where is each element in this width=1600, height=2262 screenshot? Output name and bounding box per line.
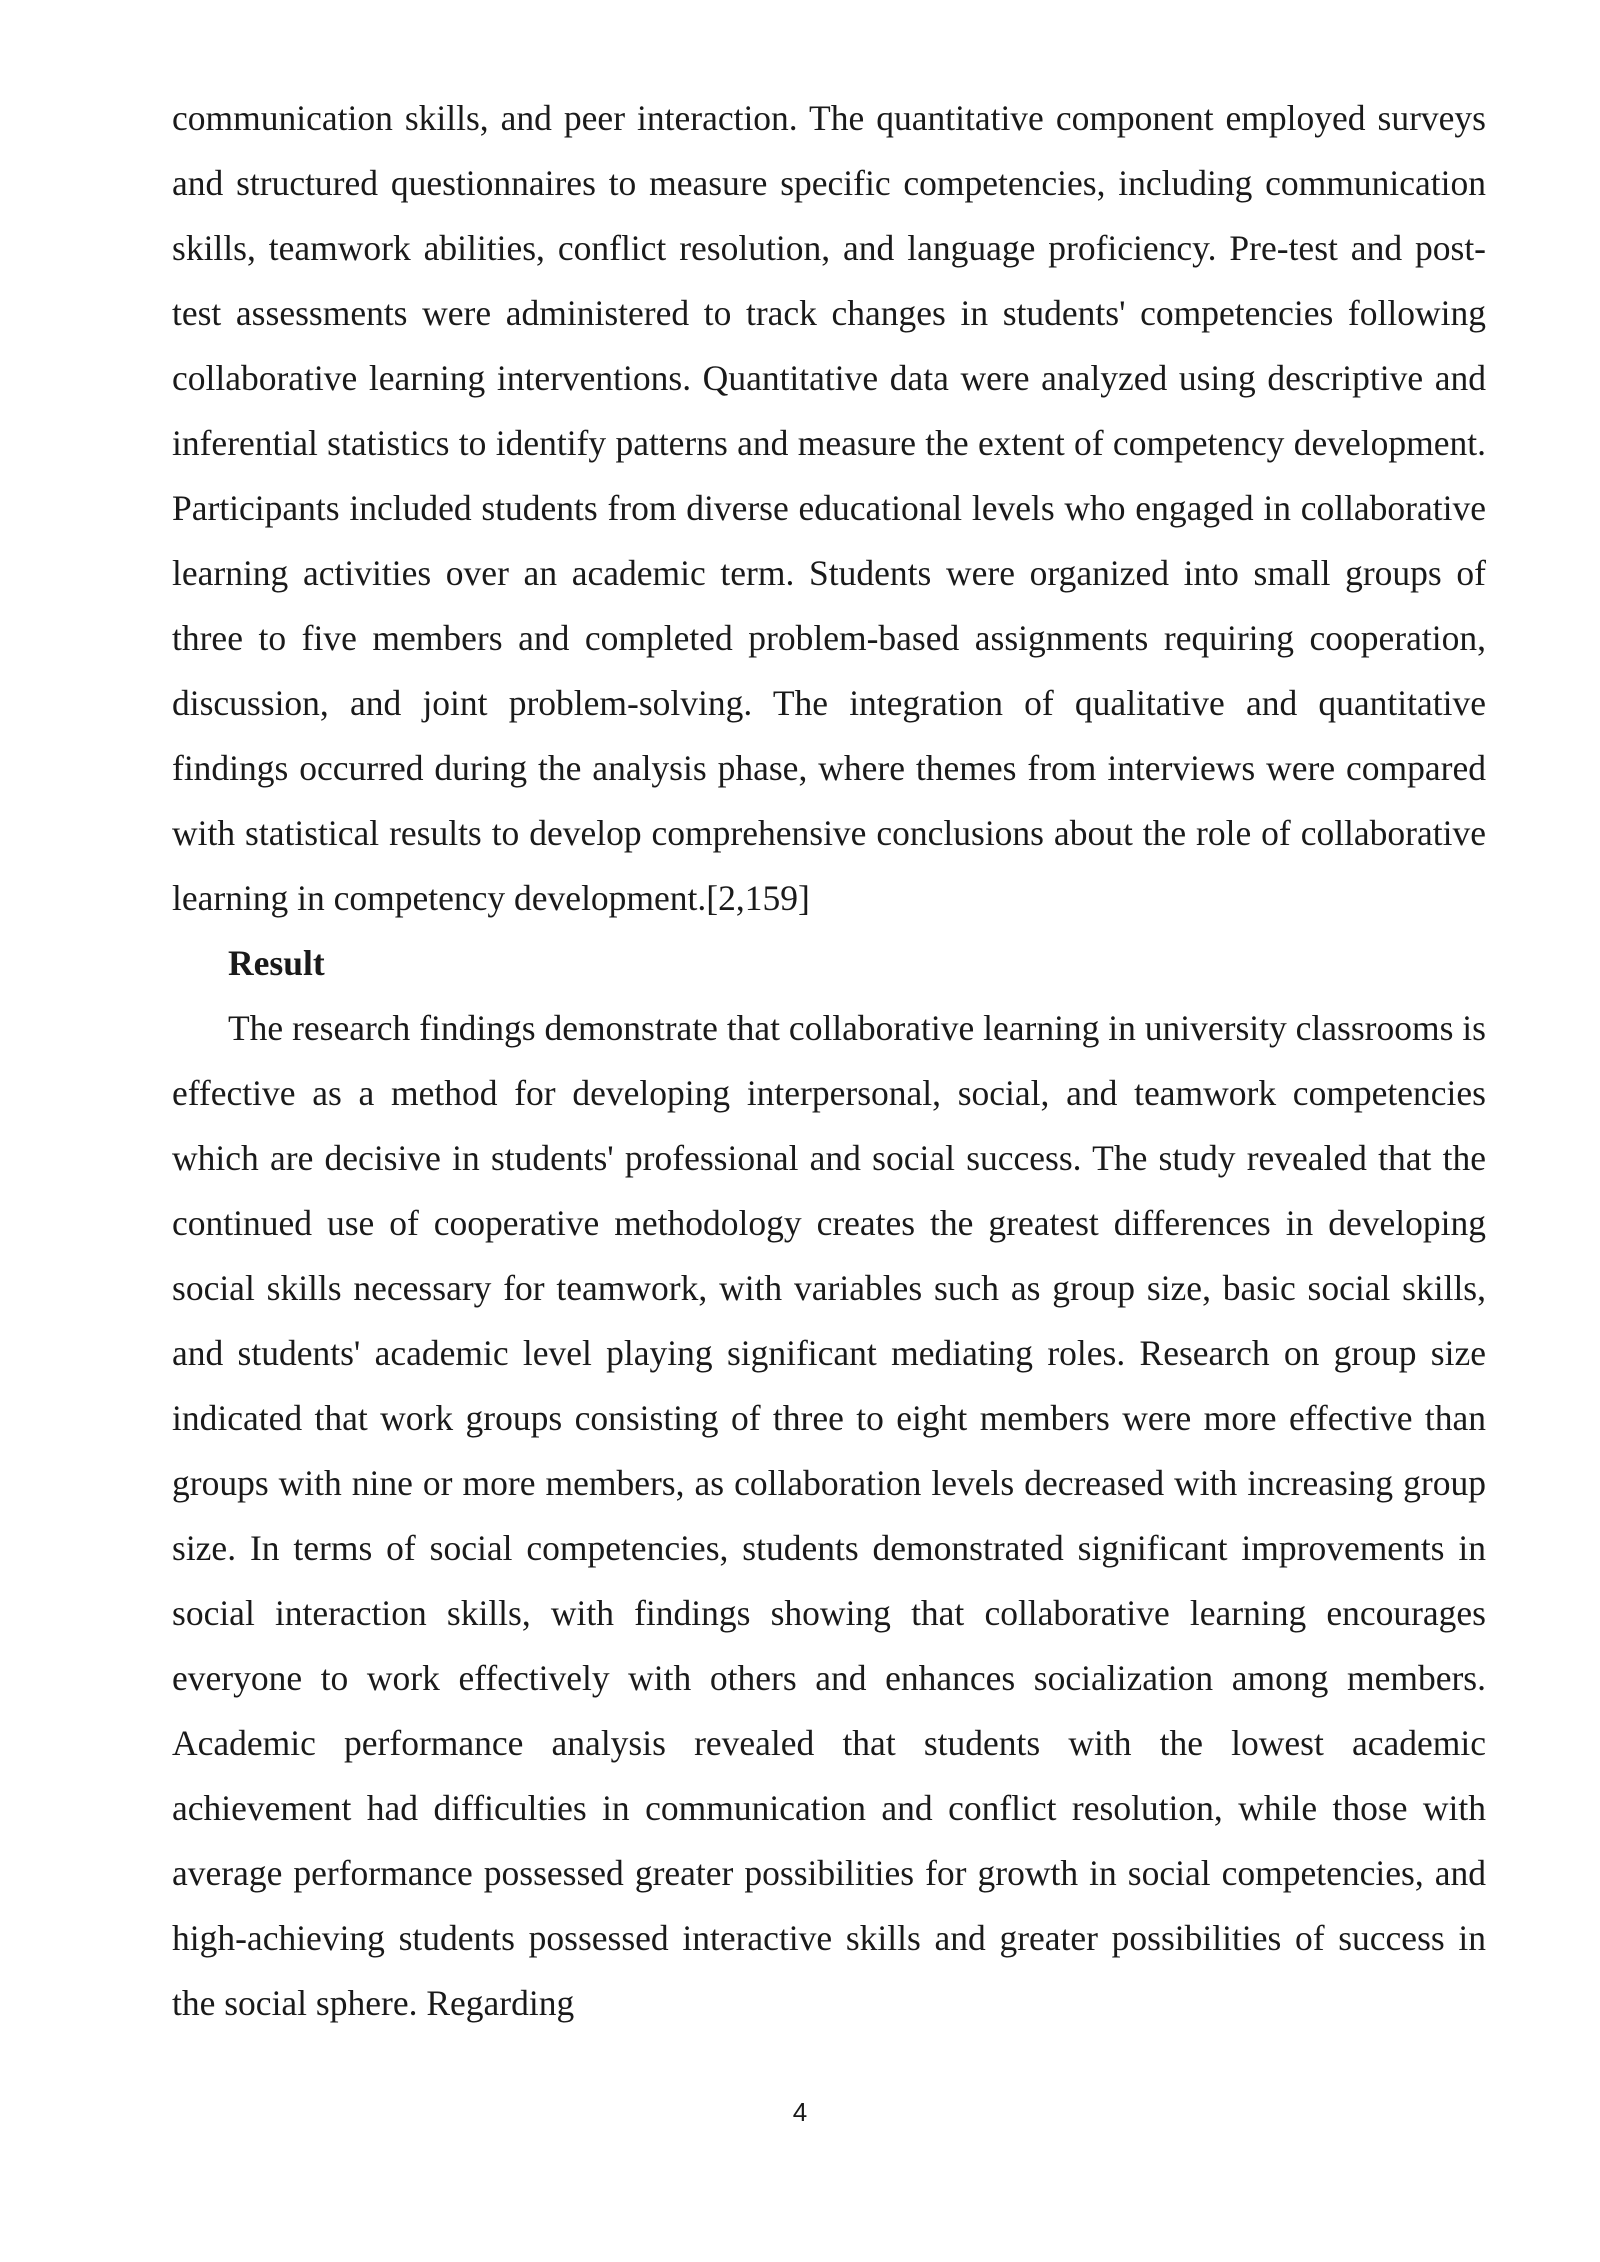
methods-continuation-paragraph: communication skills, and peer interaction. The quantitative component employed surveys and structured questionnaires to measure specific competencies, including communication skills, teamwork abilities, conflict resolution, and language proficiency. Pre-test and post-test assessments were administered to track changes in students' competencies following collaborative learning interventions. Quantitative data were analyzed using descriptive and inferential statistics to identify patterns and measure the extent of competency development. Participants included students from diverse educational levels who engaged in collaborative learning activities over an academic term. Students were organized into small groups of three to five members and completed problem-based assignments requiring cooperation, discussion, and joint problem-solving. The integration of qualitative and quantitative findings occurred during the analysis phase, where themes from interviews were compared with statistical results to develop comprehensive conclusions about the role of collaborative learning in competency development.[2,159]	[172, 98, 1486, 918]
page-body	[172, 86, 1486, 2036]
result-paragraph: The research findings demonstrate that collaborative learning in university classrooms is effective as a method for developing interpersonal, social, and teamwork competencies which are decisive in students' professional and social success. The study revealed that the continued use of cooperative methodology creates the greatest differences in developing social skills necessary for teamwork, with variables such as group size, basic social skills, and students' academic level playing significant mediating roles. Research on group size indicated that work groups consisting of three to eight members were more effective than groups with nine or more members, as collaboration levels decreased with increasing group size. In terms of social competencies, students demonstrated significant improvements in social interaction skills, with findings showing that collaborative learning encourages everyone to work effectively with others and enhances socialization among members. Academic performance analysis revealed that students with the lowest academic achievement had difficulties in communication and conflict resolution, while those with average performance possessed greater possibilities for growth in social competencies, and high-achieving students possessed interactive skills and greater possibilities of success in the social sphere. Regarding	[172, 1008, 1486, 2023]
page-number: 4	[792, 2097, 808, 2127]
result-heading: Result	[228, 943, 325, 983]
